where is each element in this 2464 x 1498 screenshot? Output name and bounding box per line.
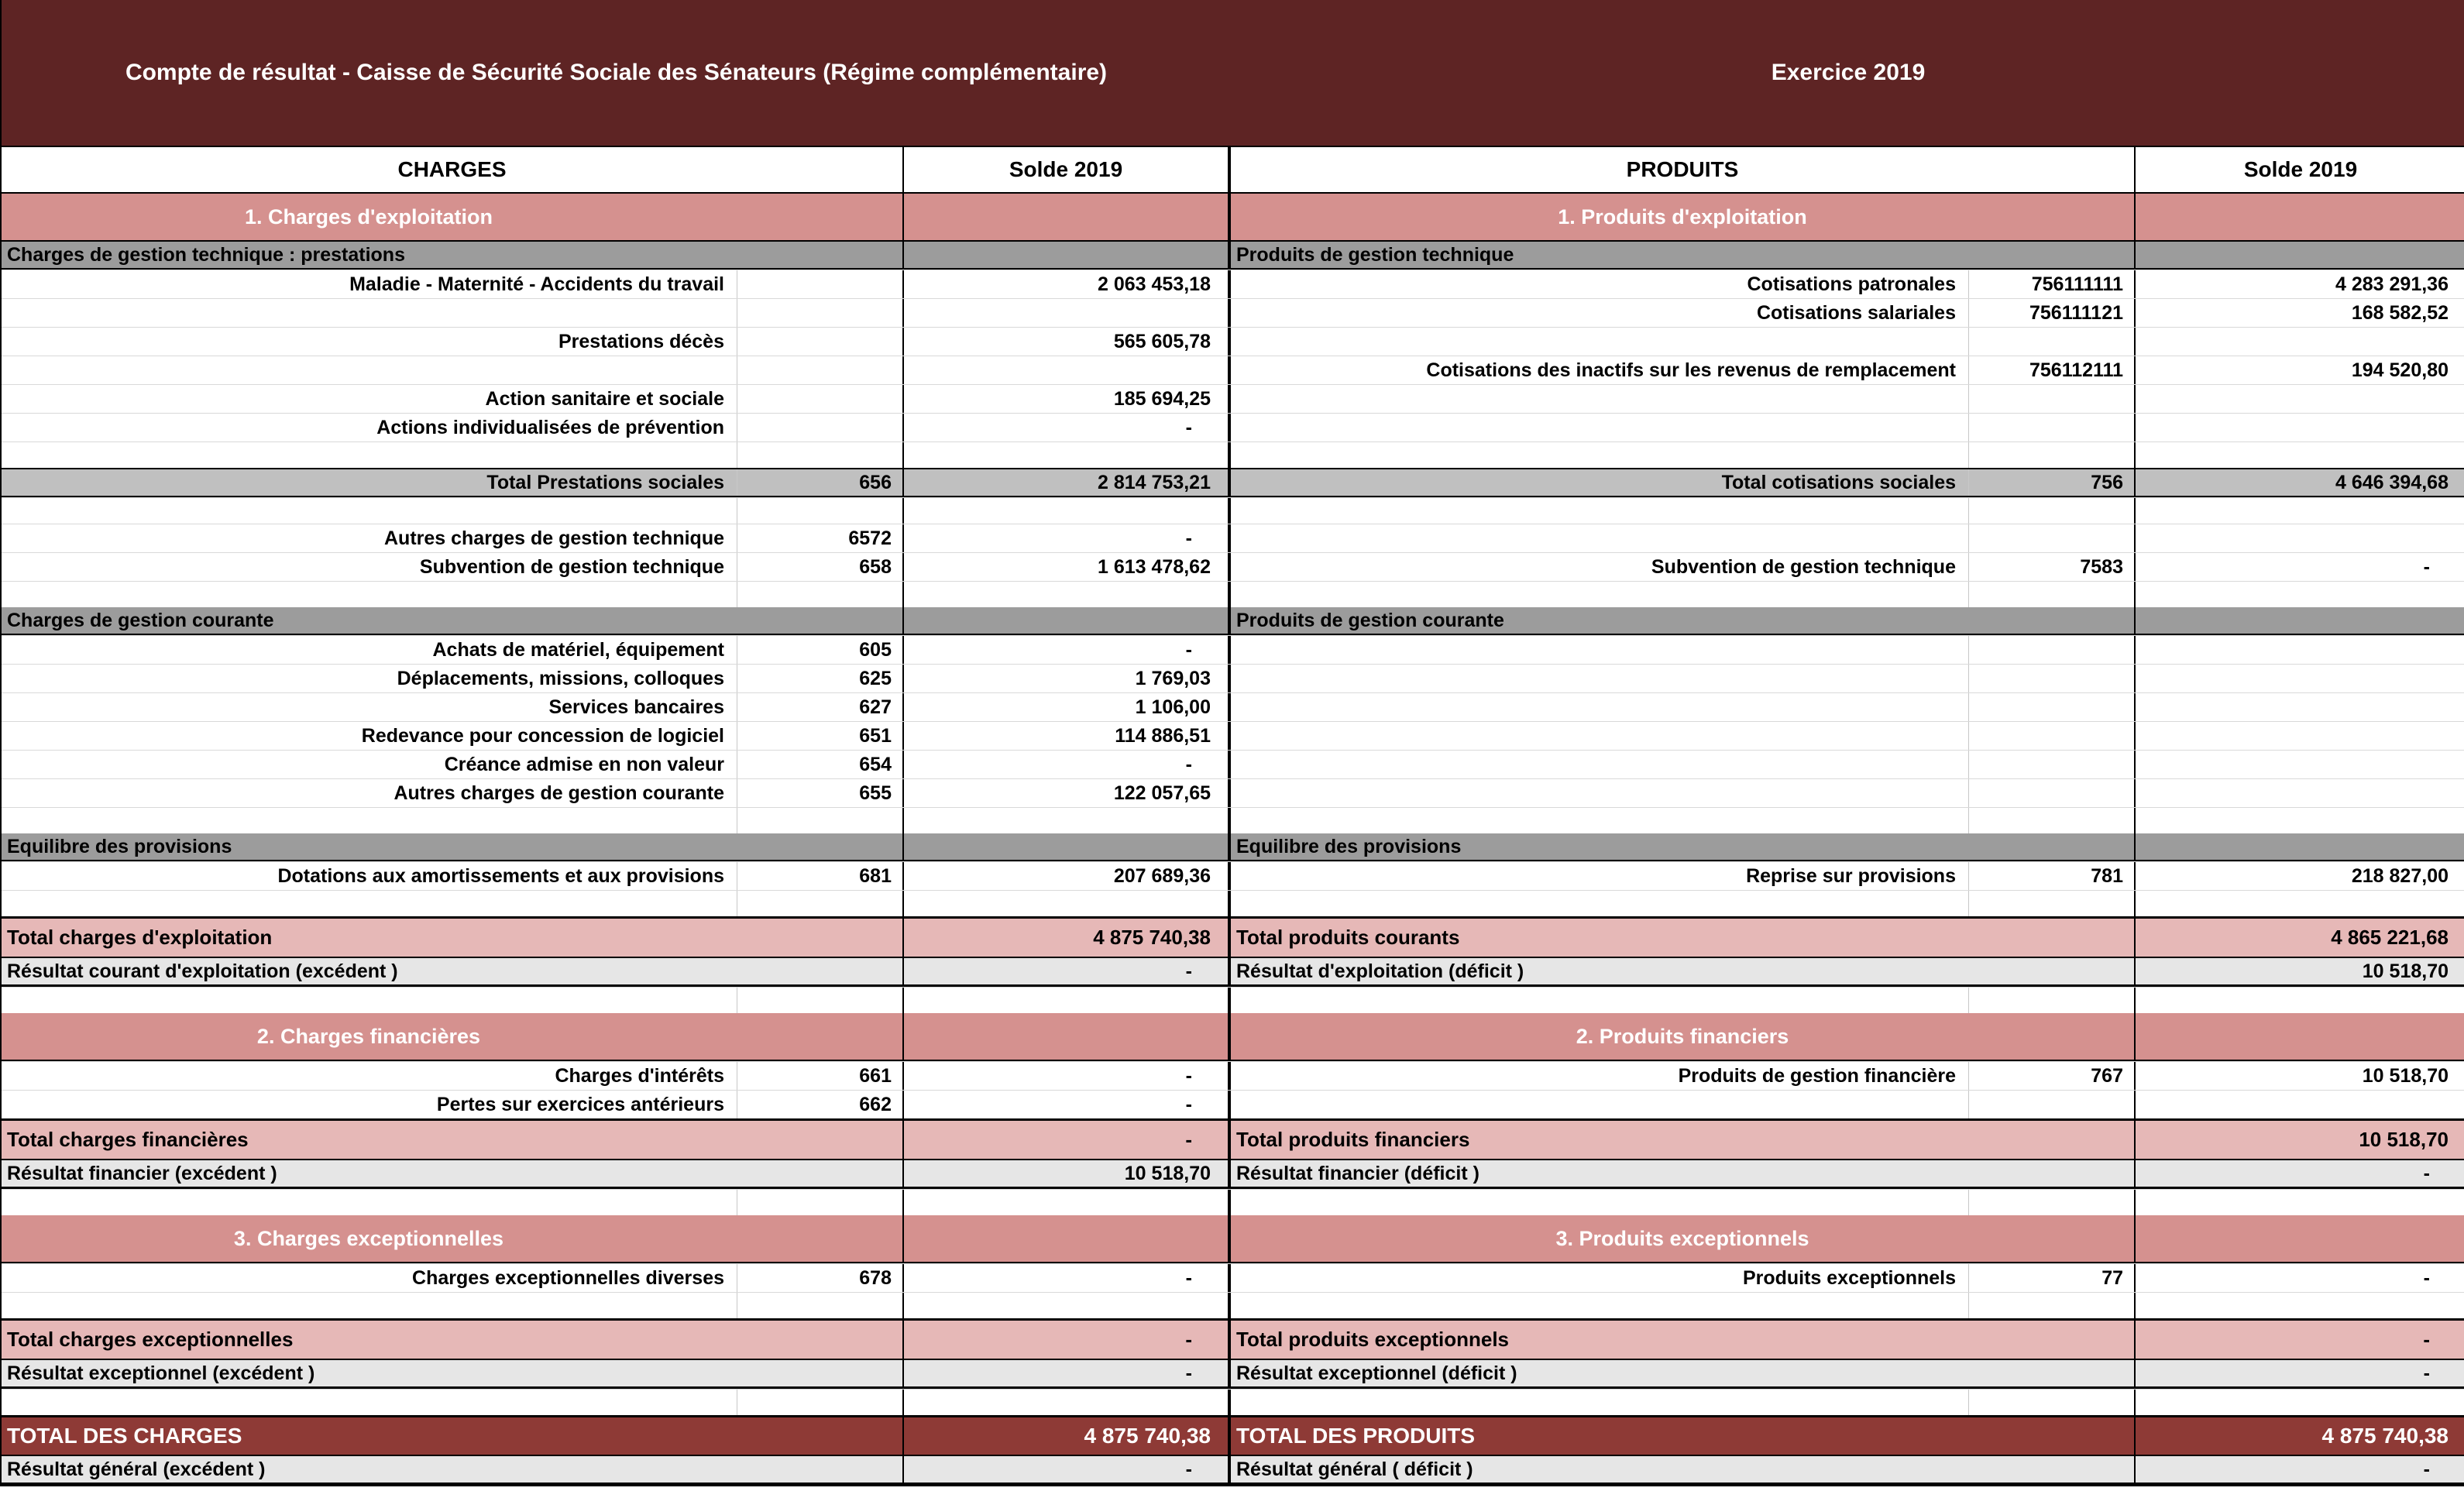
table-row xyxy=(2,356,2464,384)
charges-label xyxy=(2,891,737,916)
blank-row xyxy=(2,581,2464,607)
produits-solde-value xyxy=(2136,988,2464,1013)
blank-row xyxy=(2,1389,2464,1415)
table-row xyxy=(2,1061,2464,1090)
charges-account-code: 656 xyxy=(737,469,904,496)
charges-account-code xyxy=(737,270,904,298)
produits-total-value: 10 518,70 xyxy=(2362,960,2449,982)
solde-2019-left-header: Solde 2019 xyxy=(904,147,1231,192)
result-row xyxy=(2,1160,2464,1189)
produits-label xyxy=(1231,1293,1969,1318)
charges-section-title: 3. Charges exceptionnelles xyxy=(2,1215,904,1262)
charges-total-label: Résultat financier (excédent ) xyxy=(2,1160,904,1187)
produits-account-code xyxy=(1969,1390,2136,1415)
table-row xyxy=(2,778,2464,807)
produits-total-label: Résultat d'exploitation (déficit ) xyxy=(1231,958,2136,984)
charges-account-code xyxy=(737,328,904,356)
produits-solde-value: 10 518,70 xyxy=(2362,1064,2449,1087)
charges-account-code: 678 xyxy=(737,1264,904,1292)
produits-solde-value xyxy=(2136,498,2464,524)
produits-account-code xyxy=(1969,693,2136,721)
charges-label xyxy=(2,442,737,468)
charges-label xyxy=(2,582,737,607)
charges-label xyxy=(2,1390,737,1415)
charges-account-code xyxy=(737,385,904,413)
fiscal-year-label xyxy=(1231,0,2464,146)
charges-label xyxy=(2,1293,737,1318)
report-title-bar xyxy=(2,0,2464,147)
produits-total-value: - xyxy=(2423,1458,2430,1480)
produits-solde-value xyxy=(2136,524,2464,552)
charges-solde-value xyxy=(904,808,1231,833)
solde-2019-right-header: Solde 2019 xyxy=(2243,157,2358,181)
charges-label: Prestations décès xyxy=(2,328,737,356)
charges-label: Charges d'intérêts xyxy=(2,1062,737,1090)
table-row xyxy=(2,721,2464,750)
produits-label: Produits exceptionnels xyxy=(1231,1264,1969,1292)
charges-total-value: - xyxy=(904,1360,1231,1386)
charges-solde-value xyxy=(904,1293,1231,1318)
charges-account-code xyxy=(737,808,904,833)
produits-account-code: 7583 xyxy=(1969,553,2136,581)
blank-row xyxy=(2,497,2464,524)
charges-subsection-title: Charges de gestion technique : prestations xyxy=(2,242,904,268)
produits-account-code: 756 xyxy=(1969,469,2136,496)
charges-label: Action sanitaire et sociale xyxy=(2,385,737,413)
table-body xyxy=(2,194,2464,1485)
pinktotal-row xyxy=(2,1118,2464,1160)
charges-label: Actions individualisées de prévention xyxy=(2,414,737,441)
produits-label: Cotisations salariales xyxy=(1231,299,1969,327)
produits-label xyxy=(1231,385,1969,413)
charges-account-code: 651 xyxy=(737,722,904,750)
produits-solde-value xyxy=(2136,582,2464,607)
produits-solde-value: 4 646 394,68 xyxy=(2335,471,2449,493)
produits-column-header: PRODUITS xyxy=(1231,147,2136,192)
produits-solde-value xyxy=(2136,1215,2464,1262)
maroon-row xyxy=(2,1415,2464,1456)
table-row xyxy=(2,552,2464,581)
produits-total-label: Résultat financier (déficit ) xyxy=(1231,1160,2136,1187)
charges-solde-value: 122 057,65 xyxy=(904,779,1231,807)
charges-label: Redevance pour concession de logiciel xyxy=(2,722,737,750)
column-header-row xyxy=(2,147,2464,194)
charges-total-value: - xyxy=(904,1456,1231,1483)
charges-account-code xyxy=(737,442,904,468)
produits-solde-value xyxy=(2136,385,2464,413)
produits-label xyxy=(1231,891,1969,916)
produits-total-value: 4 865 221,68 xyxy=(2331,926,2449,949)
produits-label: Total cotisations sociales xyxy=(1231,469,1969,496)
produits-account-code xyxy=(1969,779,2136,807)
charges-label: Total Prestations sociales xyxy=(2,469,737,496)
result-row xyxy=(2,1360,2464,1389)
charges-account-code: 6572 xyxy=(737,524,904,552)
produits-label xyxy=(1231,636,1969,664)
produits-solde-value xyxy=(2136,414,2464,441)
produits-section-title: 2. Produits financiers xyxy=(1231,1013,2136,1060)
charges-solde-value xyxy=(904,498,1231,524)
charges-total-label: Total charges exceptionnelles xyxy=(2,1321,904,1359)
produits-account-code xyxy=(1969,722,2136,750)
charges-solde-value: 1 769,03 xyxy=(904,665,1231,692)
charges-solde-value: 1 106,00 xyxy=(904,693,1231,721)
produits-account-code xyxy=(1969,988,2136,1013)
produits-solde-value xyxy=(2136,833,2464,860)
report-title-text: Compte de résultat - Caisse de Sécurité Sociale des Sénateurs (Régime complémentaire) xyxy=(125,60,1108,85)
charges-solde-value: - xyxy=(904,414,1231,441)
charges-solde-value: - xyxy=(904,1264,1231,1292)
charges-solde-value xyxy=(904,299,1231,327)
charges-label: Dotations aux amortissements et aux provisions xyxy=(2,862,737,890)
charges-section-title: 1. Charges d'exploitation xyxy=(2,194,904,240)
produits-solde-value: - xyxy=(2423,555,2430,578)
produits-account-code: 756111111 xyxy=(1969,270,2136,298)
produits-label xyxy=(1231,524,1969,552)
charges-label: Créance admise en non valeur xyxy=(2,751,737,778)
charges-total-value: 10 518,70 xyxy=(904,1160,1231,1187)
charges-solde-value: 2 814 753,21 xyxy=(904,469,1231,496)
produits-label xyxy=(1231,722,1969,750)
charges-solde-value: - xyxy=(904,751,1231,778)
produits-solde-value xyxy=(2136,242,2464,268)
fiscal-year-text: Exercice 2019 xyxy=(1771,60,1926,85)
produits-solde-value: 168 582,52 xyxy=(2351,301,2449,324)
charges-account-code: 627 xyxy=(737,693,904,721)
charges-solde-value xyxy=(904,1190,1231,1215)
charges-account-code xyxy=(737,414,904,441)
produits-solde-value xyxy=(2136,1390,2464,1415)
charges-account-code: 658 xyxy=(737,553,904,581)
charges-solde-value xyxy=(904,988,1231,1013)
produits-solde-value xyxy=(2136,665,2464,692)
produits-account-code xyxy=(1969,582,2136,607)
band-row xyxy=(2,1013,2464,1061)
produits-solde-value: 218 827,00 xyxy=(2351,864,2449,887)
produits-solde-value xyxy=(2136,328,2464,356)
gray-row xyxy=(2,242,2464,270)
charges-solde-value: 185 694,25 xyxy=(904,385,1231,413)
produits-solde-value xyxy=(2136,693,2464,721)
produits-label: Reprise sur provisions xyxy=(1231,862,1969,890)
produits-label xyxy=(1231,665,1969,692)
produits-account-code xyxy=(1969,442,2136,468)
produits-subsection-title: Produits de gestion courante xyxy=(1231,607,2136,634)
charges-solde-value xyxy=(904,194,1231,240)
table-row xyxy=(2,1263,2464,1292)
table-row xyxy=(2,692,2464,721)
charges-total-label: Total charges financières xyxy=(2,1121,904,1159)
produits-label xyxy=(1231,779,1969,807)
charges-account-code xyxy=(737,988,904,1013)
charges-solde-value xyxy=(904,356,1231,384)
charges-account-code xyxy=(737,891,904,916)
charges-total-value: - xyxy=(904,958,1231,984)
produits-label xyxy=(1231,1390,1969,1415)
charges-solde-value: 2 063 453,18 xyxy=(904,270,1231,298)
produits-account-code xyxy=(1969,665,2136,692)
charges-label: Services bancaires xyxy=(2,693,737,721)
table-row xyxy=(2,635,2464,664)
graytotal-row xyxy=(2,468,2464,497)
produits-solde-value xyxy=(2136,808,2464,833)
blank-row xyxy=(2,1189,2464,1215)
produits-total-label: TOTAL DES PRODUITS xyxy=(1231,1417,2136,1455)
produits-solde-value xyxy=(2136,607,2464,634)
charges-total-value: 4 875 740,38 xyxy=(904,1417,1231,1455)
charges-account-code: 625 xyxy=(737,665,904,692)
produits-account-code xyxy=(1969,636,2136,664)
produits-subsection-title: Produits de gestion technique xyxy=(1231,242,2136,268)
produits-solde-value xyxy=(2136,1190,2464,1215)
charges-solde-value xyxy=(904,891,1231,916)
table-row xyxy=(2,327,2464,356)
produits-section-title: 3. Produits exceptionnels xyxy=(1231,1215,2136,1262)
produits-label xyxy=(1231,582,1969,607)
charges-total-label: Résultat courant d'exploitation (excédent ) xyxy=(2,958,904,984)
produits-account-code xyxy=(1969,1091,2136,1118)
table-row xyxy=(2,861,2464,890)
produits-label xyxy=(1231,1091,1969,1118)
produits-label xyxy=(1231,414,1969,441)
charges-total-label: Résultat général (excédent ) xyxy=(2,1456,904,1483)
charges-total-label: Résultat exceptionnel (excédent ) xyxy=(2,1360,904,1386)
charges-account-code xyxy=(737,1190,904,1215)
produits-label: Subvention de gestion technique xyxy=(1231,553,1969,581)
produits-solde-value xyxy=(2136,442,2464,468)
produits-account-code: 756111121 xyxy=(1969,299,2136,327)
charges-label xyxy=(2,988,737,1013)
produits-account-code xyxy=(1969,891,2136,916)
table-row xyxy=(2,1090,2464,1118)
produits-label xyxy=(1231,328,1969,356)
produits-solde-value xyxy=(2136,194,2464,240)
charges-subsection-title: Charges de gestion courante xyxy=(2,607,904,634)
produits-label xyxy=(1231,808,1969,833)
charges-solde-value: 114 886,51 xyxy=(904,722,1231,750)
charges-label: Déplacements, missions, colloques xyxy=(2,665,737,692)
charges-column-header: CHARGES xyxy=(2,147,904,192)
produits-label xyxy=(1231,751,1969,778)
table-row xyxy=(2,270,2464,298)
produits-account-code: 767 xyxy=(1969,1062,2136,1090)
charges-solde-value xyxy=(904,607,1231,634)
charges-label: Subvention de gestion technique xyxy=(2,553,737,581)
blank-row xyxy=(2,441,2464,468)
produits-label xyxy=(1231,988,1969,1013)
report-title xyxy=(2,0,1231,146)
produits-label xyxy=(1231,498,1969,524)
result-row xyxy=(2,958,2464,987)
produits-total-value: - xyxy=(2423,1162,2430,1184)
blank-row xyxy=(2,987,2464,1013)
charges-solde-value: 207 689,36 xyxy=(904,862,1231,890)
charges-solde-value: - xyxy=(904,636,1231,664)
produits-account-code xyxy=(1969,328,2136,356)
charges-solde-value xyxy=(904,1215,1231,1262)
result-row xyxy=(2,1456,2464,1485)
charges-account-code: 662 xyxy=(737,1091,904,1118)
charges-solde-value: - xyxy=(904,1062,1231,1090)
produits-label xyxy=(1231,693,1969,721)
table-row xyxy=(2,524,2464,552)
produits-label: Produits de gestion financière xyxy=(1231,1062,1969,1090)
blank-row xyxy=(2,1292,2464,1318)
charges-solde-value: 1 613 478,62 xyxy=(904,553,1231,581)
charges-solde-value xyxy=(904,833,1231,860)
gray-row xyxy=(2,833,2464,861)
charges-account-code: 681 xyxy=(737,862,904,890)
produits-account-code: 756112111 xyxy=(1969,356,2136,384)
produits-total-label: Total produits financiers xyxy=(1231,1121,2136,1159)
charges-total-value: 4 875 740,38 xyxy=(904,919,1231,957)
produits-account-code xyxy=(1969,1293,2136,1318)
produits-solde-value xyxy=(2136,779,2464,807)
produits-solde-value xyxy=(2136,1293,2464,1318)
produits-account-code xyxy=(1969,385,2136,413)
charges-account-code xyxy=(737,356,904,384)
produits-solde-value xyxy=(2136,1013,2464,1060)
charges-subsection-title: Equilibre des provisions xyxy=(2,833,904,860)
produits-total-value: - xyxy=(2423,1328,2430,1351)
produits-account-code xyxy=(1969,751,2136,778)
charges-solde-value xyxy=(904,242,1231,268)
charges-label: Charges exceptionnelles diverses xyxy=(2,1264,737,1292)
produits-account-code xyxy=(1969,808,2136,833)
table-row xyxy=(2,750,2464,778)
charges-solde-value: - xyxy=(904,1091,1231,1118)
charges-label xyxy=(2,498,737,524)
produits-total-value: 10 518,70 xyxy=(2359,1128,2449,1151)
charges-label xyxy=(2,299,737,327)
produits-solde-value xyxy=(2136,722,2464,750)
produits-label xyxy=(1231,442,1969,468)
blank-row xyxy=(2,890,2464,916)
produits-total-value: - xyxy=(2423,1362,2430,1384)
table-row xyxy=(2,664,2464,692)
produits-total-label: Résultat général ( déficit ) xyxy=(1231,1456,2136,1483)
charges-total-label: TOTAL DES CHARGES xyxy=(2,1417,904,1455)
charges-solde-value xyxy=(904,442,1231,468)
produits-account-code: 77 xyxy=(1969,1264,2136,1292)
produits-account-code: 781 xyxy=(1969,862,2136,890)
charges-solde-value: 565 605,78 xyxy=(904,328,1231,356)
produits-label: Cotisations des inactifs sur les revenus de remplacement xyxy=(1231,356,1969,384)
charges-account-code xyxy=(737,299,904,327)
produits-account-code xyxy=(1969,498,2136,524)
charges-section-title: 2. Charges financières xyxy=(2,1013,904,1060)
charges-label: Maladie - Maternité - Accidents du travail xyxy=(2,270,737,298)
produits-solde-value xyxy=(2136,636,2464,664)
charges-label: Achats de matériel, équipement xyxy=(2,636,737,664)
band-row xyxy=(2,194,2464,242)
table-row xyxy=(2,384,2464,413)
produits-section-title: 1. Produits d'exploitation xyxy=(1231,194,2136,240)
charges-account-code: 655 xyxy=(737,779,904,807)
charges-label xyxy=(2,356,737,384)
band-row xyxy=(2,1215,2464,1263)
blank-row xyxy=(2,807,2464,833)
charges-label: Pertes sur exercices antérieurs xyxy=(2,1091,737,1118)
produits-subsection-title: Equilibre des provisions xyxy=(1231,833,2136,860)
charges-solde-value xyxy=(904,1390,1231,1415)
produits-total-value: 4 875 740,38 xyxy=(2321,1424,2449,1448)
produits-solde-value: 194 520,80 xyxy=(2351,359,2449,381)
charges-solde-value xyxy=(904,582,1231,607)
produits-account-code xyxy=(1969,414,2136,441)
produits-total-label: Total produits exceptionnels xyxy=(1231,1321,2136,1359)
charges-total-value: - xyxy=(904,1121,1231,1159)
charges-account-code: 661 xyxy=(737,1062,904,1090)
charges-label: Autres charges de gestion courante xyxy=(2,779,737,807)
produits-solde-value: 4 283 291,36 xyxy=(2335,273,2449,295)
table-row xyxy=(2,298,2464,327)
charges-account-code: 605 xyxy=(737,636,904,664)
produits-label xyxy=(1231,1190,1969,1215)
gray-row xyxy=(2,607,2464,635)
charges-account-code xyxy=(737,1390,904,1415)
charges-label xyxy=(2,808,737,833)
produits-label: Cotisations patronales xyxy=(1231,270,1969,298)
charges-account-code: 654 xyxy=(737,751,904,778)
table-row xyxy=(2,413,2464,441)
charges-account-code xyxy=(737,1293,904,1318)
pinktotal-row xyxy=(2,916,2464,958)
charges-label: Autres charges de gestion technique xyxy=(2,524,737,552)
produits-solde-value xyxy=(2136,891,2464,916)
charges-solde-value xyxy=(904,1013,1231,1060)
produits-solde-value: - xyxy=(2423,1266,2430,1289)
charges-total-label: Total charges d'exploitation xyxy=(2,919,904,957)
produits-account-code xyxy=(1969,1190,2136,1215)
produits-solde-value xyxy=(2136,1091,2464,1118)
produits-solde-value xyxy=(2136,751,2464,778)
charges-account-code xyxy=(737,582,904,607)
produits-total-label: Résultat exceptionnel (déficit ) xyxy=(1231,1360,2136,1386)
charges-solde-value: - xyxy=(904,524,1231,552)
pinktotal-row xyxy=(2,1318,2464,1360)
charges-label xyxy=(2,1190,737,1215)
produits-account-code xyxy=(1969,524,2136,552)
charges-account-code xyxy=(737,498,904,524)
produits-total-label: Total produits courants xyxy=(1231,919,2136,957)
charges-total-value: - xyxy=(904,1321,1231,1359)
